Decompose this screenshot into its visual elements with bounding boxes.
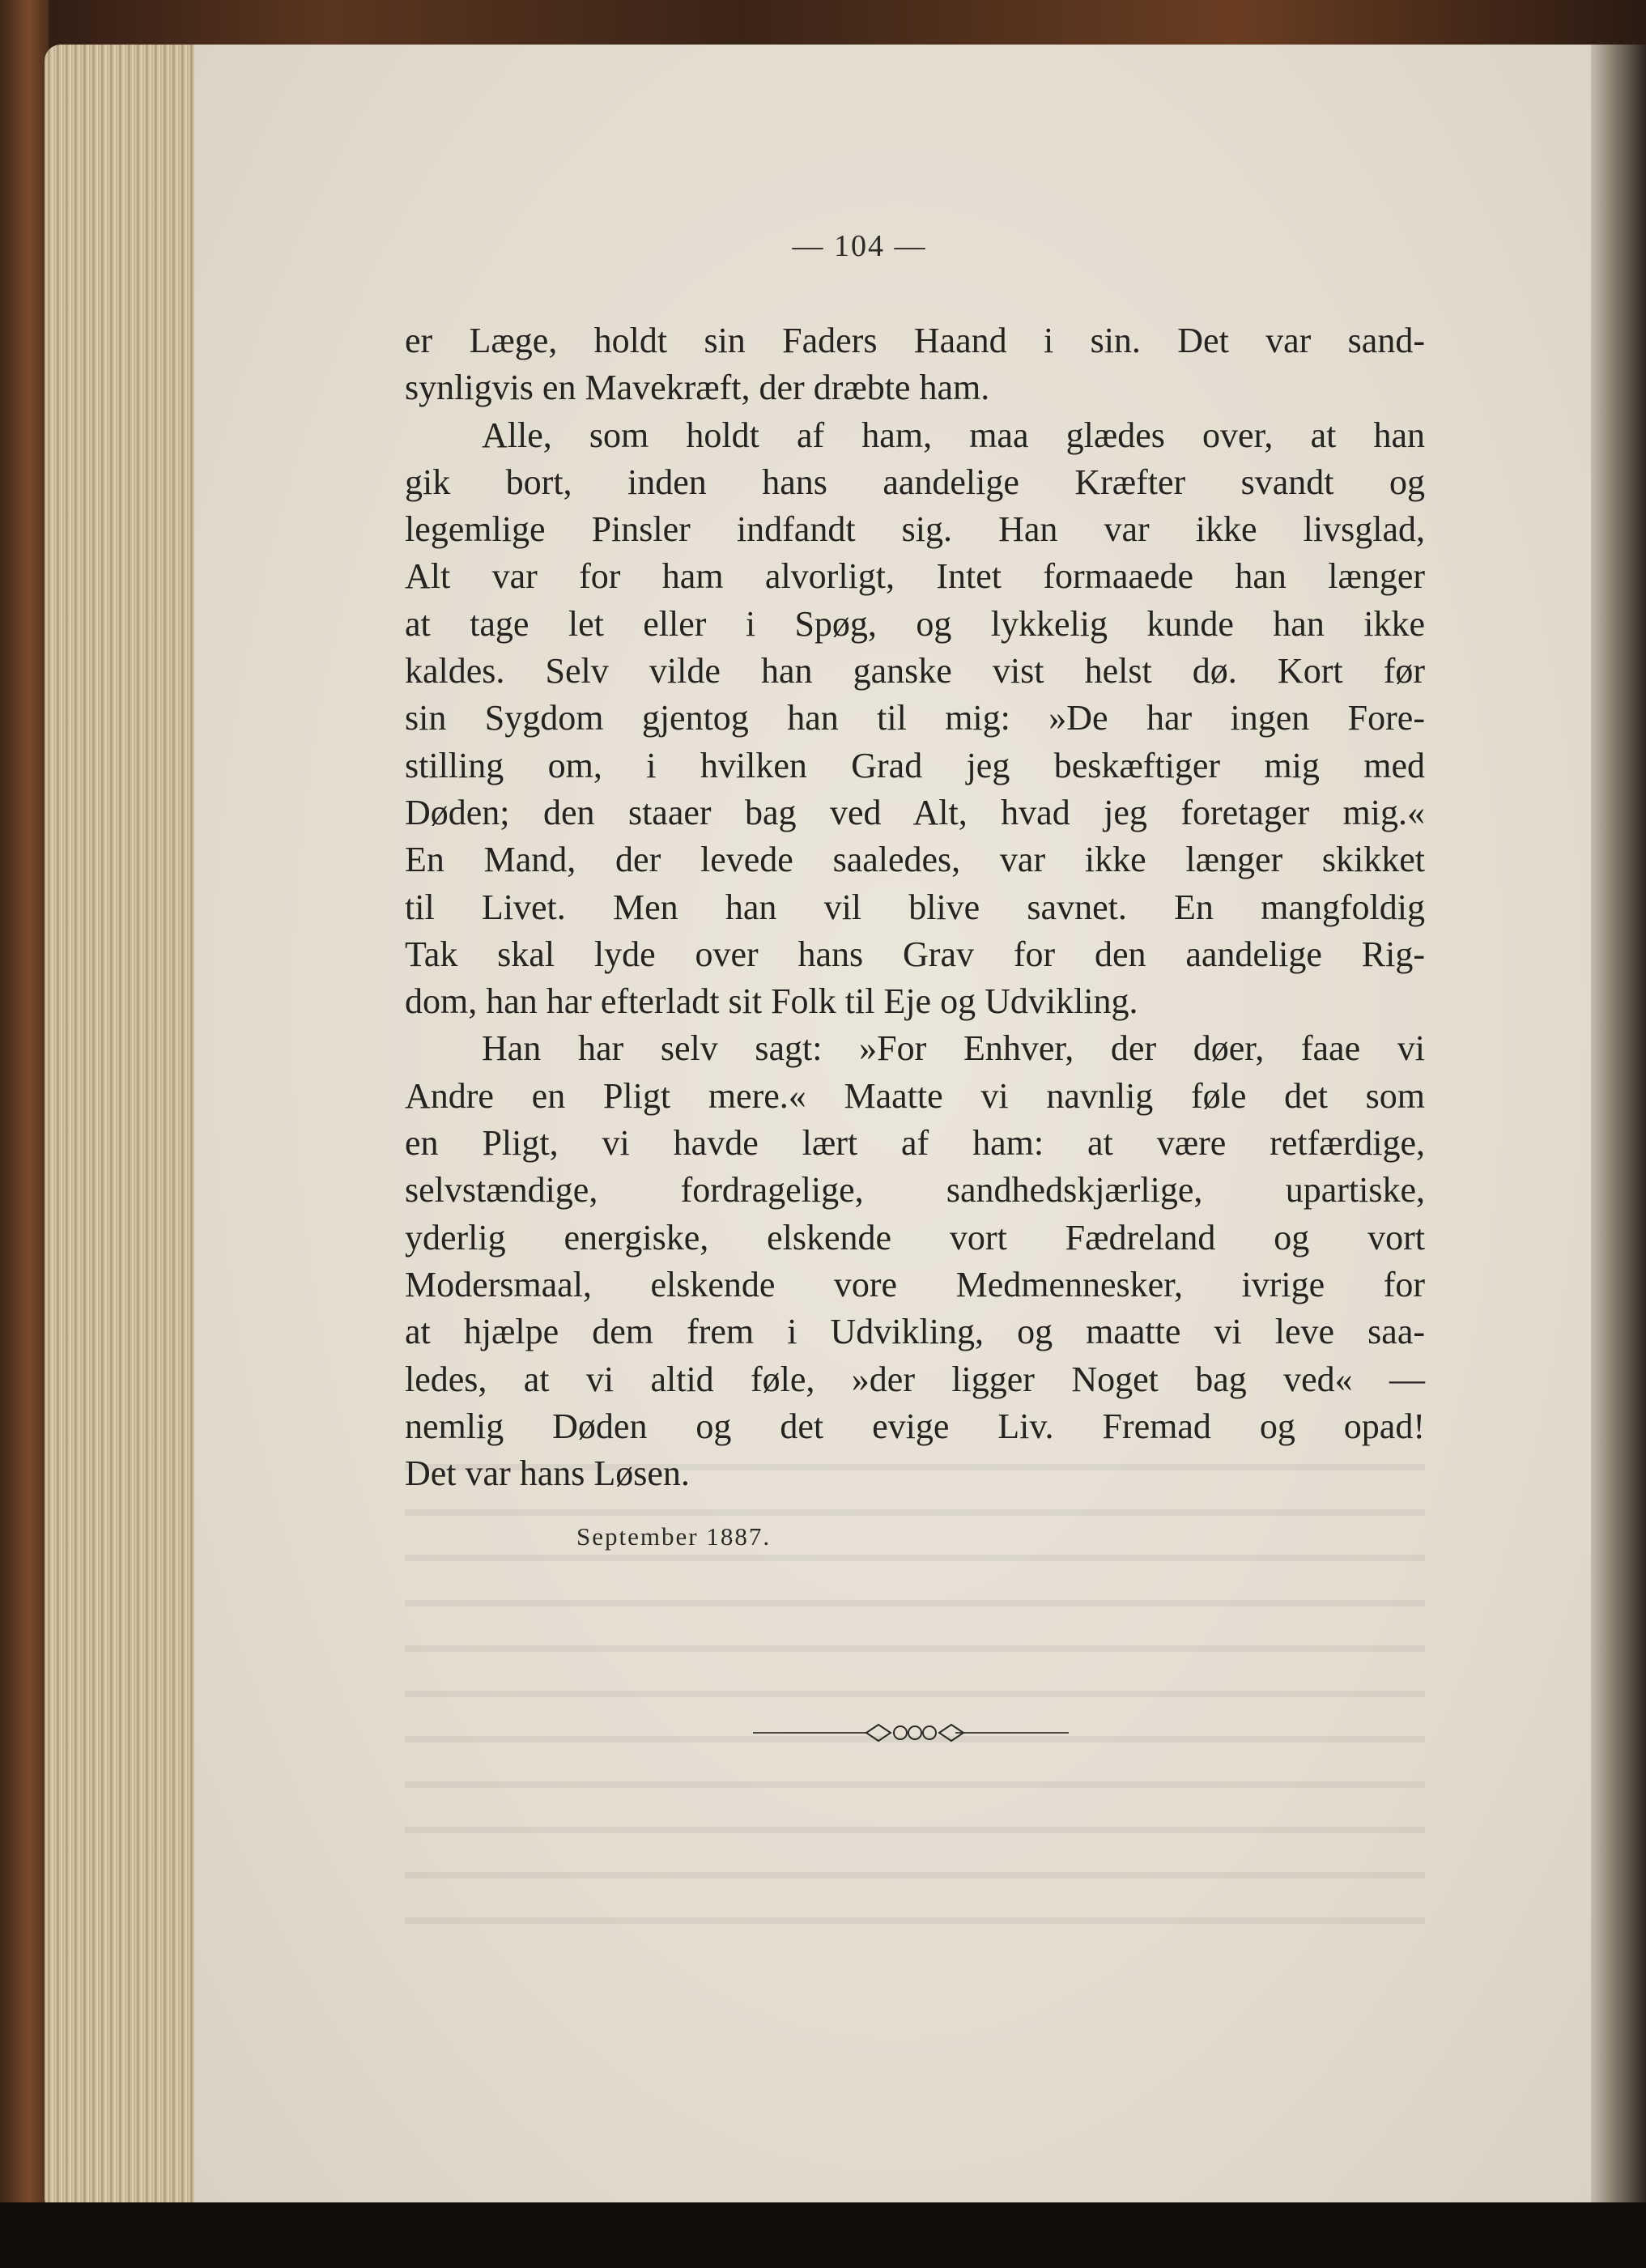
background-bottom [0, 2202, 1646, 2268]
page-gutter [1591, 45, 1646, 2202]
decorative-ornament-icon [753, 1717, 1069, 1749]
text-line: at hjælpe dem frem i Udvikling, og maatte vi leve saa- [405, 1312, 1425, 1352]
text-line: legemlige Pinsler indfandt sig. Han var ikke livsglad, [405, 509, 1425, 550]
page-edges [45, 45, 206, 2215]
text-line: gik bort, inden hans aandelige Kræfter svandt og [405, 462, 1425, 502]
text-line: ledes, at vi altid føle, »der ligger Noget bag ved« — [405, 1359, 1425, 1399]
text-line: Tak skal lyde over hans Grav for den aandelige Rig- [405, 934, 1425, 974]
text-line: at tage let eller i Spøg, og lykkelig kunde han ikke [405, 603, 1425, 644]
text-line: dom, han har efterladt sit Folk til Eje og Udvikling. [405, 981, 1138, 1022]
text-line: yderlig energiske, elskende vort Fædreland og vort [405, 1217, 1425, 1257]
text-line: er Læge, holdt sin Faders Haand i sin. Det var sand- [405, 321, 1425, 360]
text-line: stilling om, i hvilken Grad jeg beskæftiger mig med [405, 745, 1425, 785]
text-line: synligvis en Mavekræft, der dræbte ham. [405, 368, 990, 408]
text-line: Alle, som holdt af ham, maa glædes over, at han [482, 415, 1425, 455]
text-line: Døden; den staaer bag ved Alt, hvad jeg foretager mig.« [405, 792, 1425, 832]
text-line: sin Sygdom gjentog han til mig: »De har ingen Fore- [405, 698, 1425, 738]
text-line: En Mand, der levede saaledes, var ikke længer skikket [405, 840, 1425, 880]
book-spine [0, 0, 49, 2268]
text-line: Modersmaal, elskende vore Medmennesker, ivrige for [405, 1264, 1425, 1304]
text-line: Han har selv sagt: »For Enhver, der døer, faae vi [482, 1028, 1425, 1069]
text-line: Alt var for ham alvorligt, Intet formaaede han længer [405, 556, 1425, 597]
date-signature: September 1887. [576, 1522, 772, 1551]
text-line: selvstændige, fordragelige, sandhedskjærlige, upartiske, [405, 1170, 1425, 1211]
text-line: kaldes. Selv vilde han ganske vist helst dø. Kort før [405, 651, 1425, 691]
text-line: til Livet. Men han vil blive savnet. En mangfoldig [405, 887, 1425, 927]
show-through-text [405, 1441, 1425, 1943]
body-text [405, 317, 1425, 1497]
page-number: — 104 — [792, 229, 927, 263]
text-line: Andre en Pligt mere.« Maatte vi navnlig føle det som [405, 1075, 1425, 1116]
text-line: Det var hans Løsen. [405, 1453, 690, 1494]
text-line: nemlig Døden og det evige Liv. Fremad og opad! [405, 1406, 1425, 1446]
text-line: en Pligt, vi havde lært af ham: at være retfærdige, [405, 1123, 1425, 1164]
